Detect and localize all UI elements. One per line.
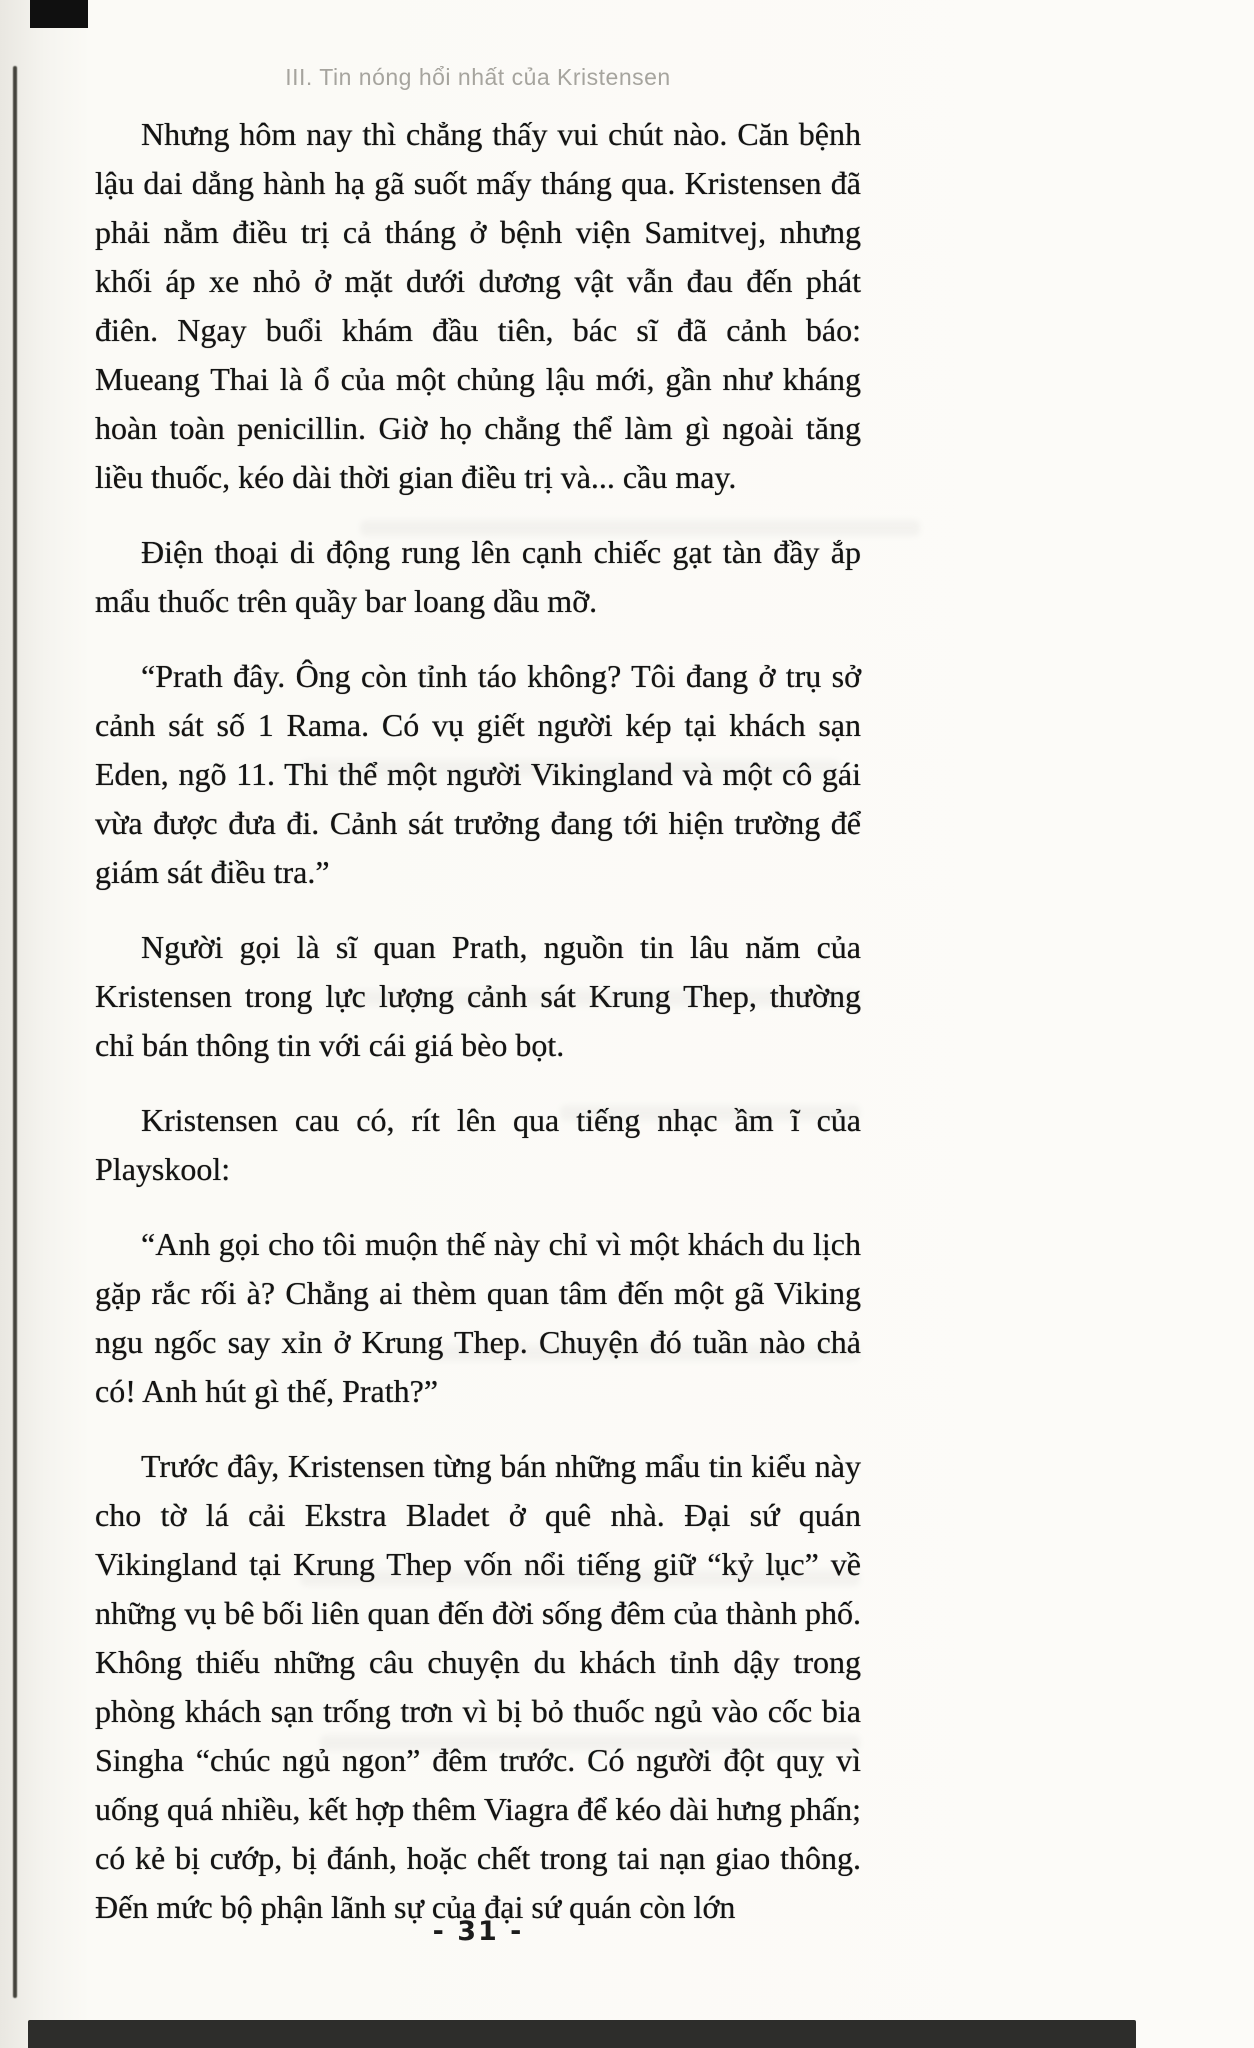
page-body-text bbox=[95, 110, 861, 1958]
scan-bottom-bar bbox=[28, 2020, 1136, 2048]
paragraph: Trước đây, Kristensen từng bán những mẩu tin kiểu này cho tờ lá cải Ekstra Bladet ở quê nhà. Đại sứ quán Vikingland tại Krung Thep vốn nổi tiếng giữ “kỷ lục” về những vụ bê bối liên quan đến đời sống đêm của thành phố. Không thiếu những câu chuyện du khách tỉnh dậy trong phòng khách sạn trống trơn vì bị bỏ thuốc ngủ vào cốc bia Singha “chúc ngủ ngon” đêm trước. Có người đột quỵ vì uống quá nhiều, kết hợp thêm Viagra để kéo dài hưng phấn; có kẻ bị cướp, bị đánh, hoặc chết trong tai nạn giao thông. Đến mức bộ phận lãnh sự của đại sứ quán còn lớn bbox=[95, 1448, 861, 1925]
paragraph: Kristensen cau có, rít lên qua tiếng nhạc ầm ĩ của Playskool: bbox=[95, 1102, 861, 1187]
paragraph: Nhưng hôm nay thì chẳng thấy vui chút nào. Căn bệnh lậu dai dẳng hành hạ gã suốt mấy tháng qua. Kristensen đã phải nằm điều trị cả tháng ở bệnh viện Samitvej, nhưng khối áp xe nhỏ ở mặt dưới dương vật vẫn đau đến phát điên. Ngay buổi khám đầu tiên, bác sĩ đã cảnh báo: Mueang Thai là ổ của một chủng lậu mới, gần như kháng hoàn toàn penicillin. Giờ họ chẳng thể làm gì ngoài tăng liều thuốc, kéo dài thời gian điều trị và... cầu may. bbox=[95, 116, 861, 495]
scan-corner-mark bbox=[30, 0, 88, 28]
paragraph: Người gọi là sĩ quan Prath, nguồn tin lâu năm của Kristensen trong lực lượng cảnh sát Krung Thep, thường chỉ bán thông tin với cái giá bèo bọt. bbox=[95, 929, 861, 1063]
paragraph: “Prath đây. Ông còn tỉnh táo không? Tôi đang ở trụ sở cảnh sát số 1 Rama. Có vụ giết người kép tại khách sạn Eden, ngõ 11. Thi thể một người Vikingland và một cô gái vừa được đưa đi. Cảnh sát trưởng đang tới hiện trường để giám sát điều tra.” bbox=[95, 658, 861, 890]
paragraph: Điện thoại di động rung lên cạnh chiếc gạt tàn đầy ắp mẩu thuốc trên quầy bar loang dầu mỡ. bbox=[95, 534, 861, 619]
running-header: III. Tin nóng hổi nhất của Kristensen bbox=[285, 64, 671, 90]
paragraph: “Anh gọi cho tôi muộn thế này chỉ vì một khách du lịch gặp rắc rối à? Chẳng ai thèm quan tâm đến một gã Viking ngu ngốc say xỉn ở Krung Thep. Chuyện đó tuần nào chả có! Anh hút gì thế, Prath?” bbox=[95, 1226, 861, 1409]
book-spine-edge-line bbox=[13, 66, 17, 1998]
page-number: - 31 - bbox=[432, 1916, 524, 1947]
